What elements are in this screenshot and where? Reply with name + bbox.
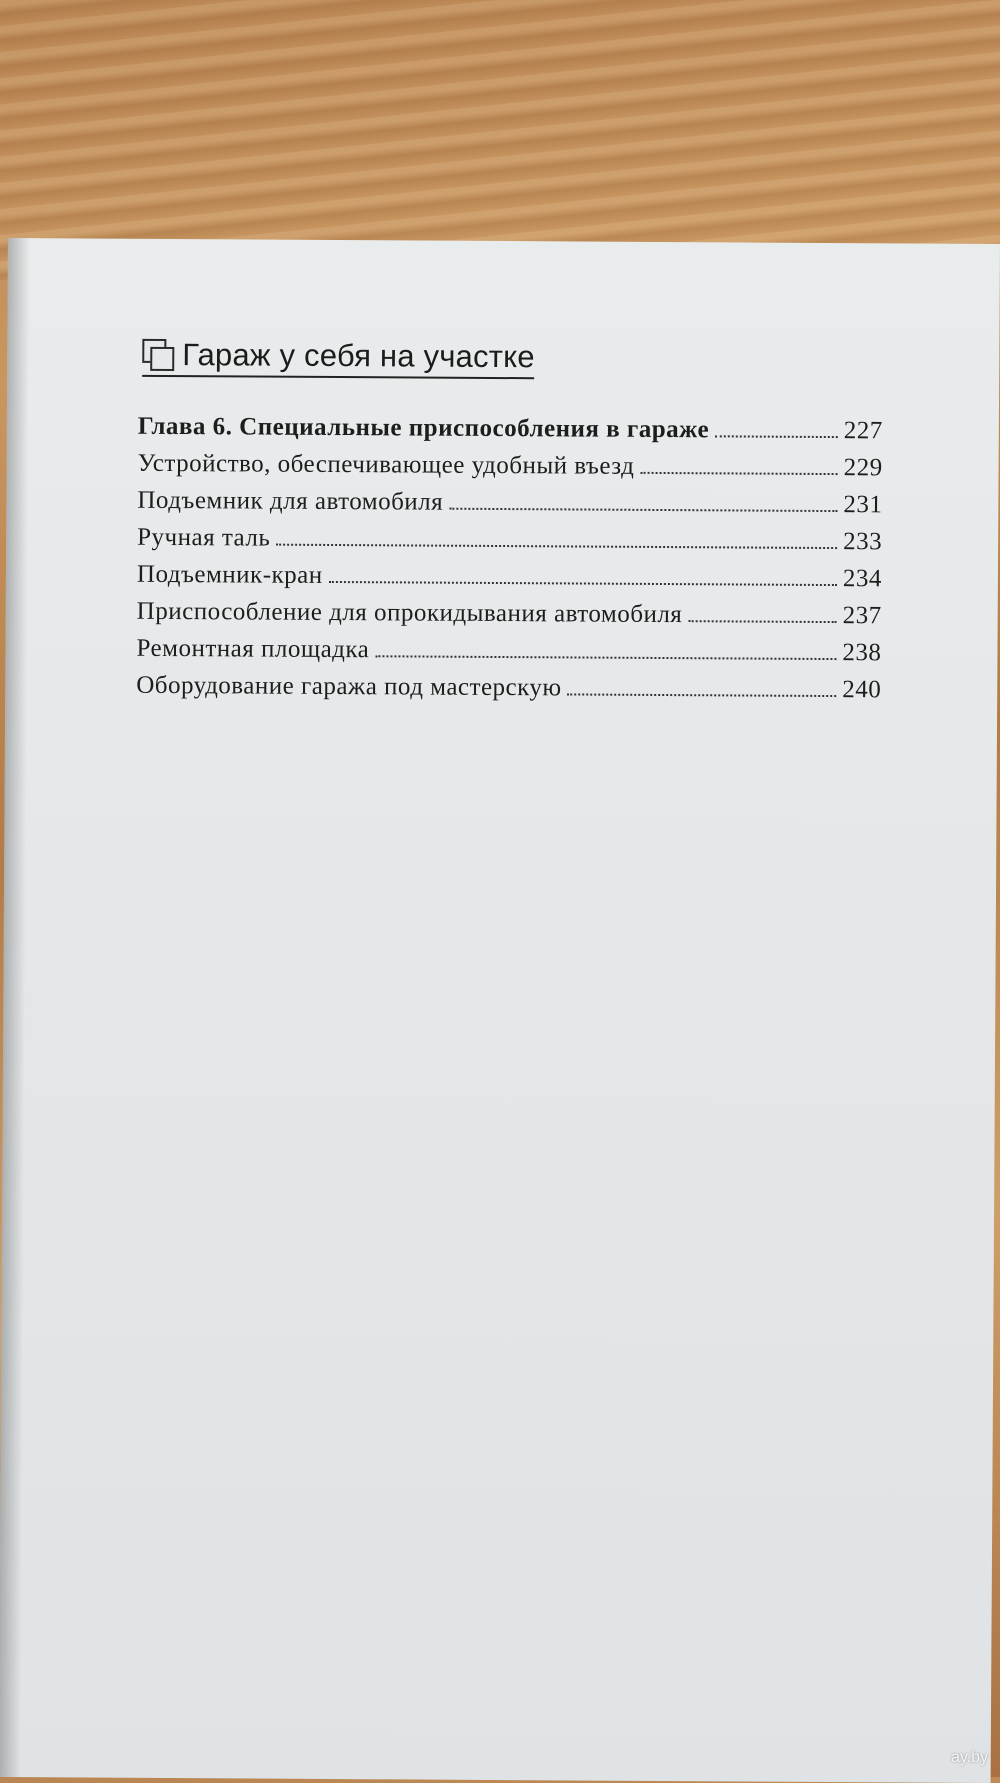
dot-leader [640,472,837,475]
toc-entry-title: Глава 6. Специальные приспособления в гараже [137,412,710,444]
table-of-contents [136,413,883,714]
toc-entry-page: 237 [842,602,882,630]
toc-entry-page: 238 [842,639,882,667]
page-edge-shadow [0,238,30,1777]
stacked-pages-icon [142,339,174,371]
dot-leader [329,581,837,586]
toc-entry-title: Подъемник для автомобиля [137,486,444,516]
book-title: Гараж у себя на участке [182,337,535,375]
dot-leader [449,508,837,512]
toc-entry [137,524,882,566]
dot-leader [276,544,837,549]
toc-entry-title: Ручная таль [137,523,271,552]
toc-entry [137,487,882,529]
dot-leader [715,435,838,438]
toc-entry-page: 227 [843,417,883,445]
toc-entry [137,598,882,640]
toc-entry-title: Ремонтная площадка [136,634,370,664]
site-watermark: ay.by [950,1749,988,1766]
toc-entry [136,672,881,714]
toc-entry-page: 229 [843,454,883,482]
dot-leader [568,693,837,697]
toc-entry-page: 231 [843,491,883,519]
toc-entry-page: 233 [843,528,883,556]
book-page [0,238,1000,1783]
toc-entry-page: 234 [842,565,883,593]
dot-leader [688,620,836,623]
toc-entry [137,450,882,492]
running-header [142,337,535,379]
toc-entry [137,561,882,603]
toc-entry-title: Приспособление для опрокидывания автомобиля [136,597,683,629]
toc-entry [138,413,883,455]
dot-leader [375,655,836,660]
toc-entry-title: Подъемник-кран [136,560,323,589]
toc-entry-title: Оборудование гаража под мастерскую [136,671,562,702]
toc-entry-page: 240 [842,676,882,704]
toc-entry-title: Устройство, обеспечивающее удобный въезд [137,449,635,480]
toc-entry [136,635,881,677]
